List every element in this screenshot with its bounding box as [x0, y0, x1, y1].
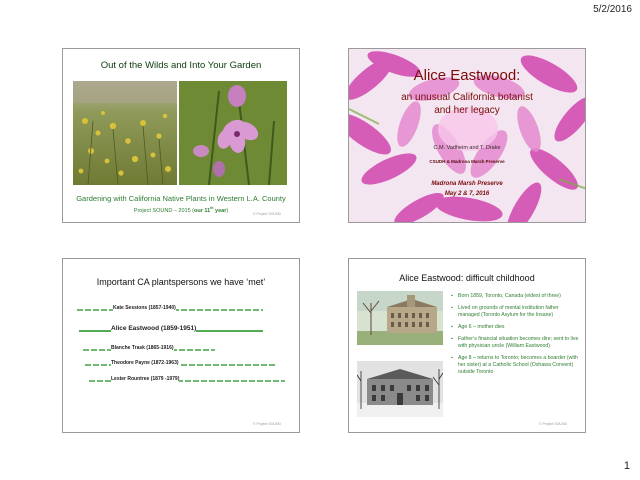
slide-2-subtitle-1: an unusual California botanist: [401, 92, 533, 103]
bullet-item: ▪ Born 1859, Toronto, Canada (eldest of three): [451, 293, 581, 300]
slide-2-authors: C.M. Vadheim and T. Drake: [433, 145, 501, 151]
plantsperson-name: Blanche Trask (1865-1916): [111, 345, 174, 351]
slide-1-subtitle: Gardening with California Native Plants in Western L.A. County: [76, 194, 286, 203]
handout-date: 5/2/2016: [593, 4, 632, 15]
bullet-item: ▪ Lived on grounds of mental institution father managed (Toronto Asylum for the Insane): [451, 305, 581, 319]
timeline-row-eastwood: [63, 325, 300, 337]
timeline-line: [63, 304, 300, 316]
page-number: 1: [623, 460, 630, 472]
plantsperson-name: Alice Eastwood (1859-1951): [111, 325, 197, 332]
bullet-item: ▪ Age 6 – mother dies: [451, 324, 581, 331]
timeline-row-payne: [63, 359, 300, 371]
slide-1-project-line: Project SOUND – 2015 (our 11th year): [133, 206, 229, 214]
timeline-line: [63, 375, 300, 387]
slide-3: [62, 258, 300, 433]
slide-2-dates: May 2 & 7, 2016: [444, 191, 490, 197]
timeline-line: [63, 344, 300, 356]
slide-1-title: Out of the Wilds and Into Your Garden: [100, 60, 262, 71]
plantsperson-name: Theodore Payne (1872-1963): [111, 360, 179, 366]
slide-4: [348, 258, 586, 433]
slide-3-credit: © Project SOUND: [252, 422, 281, 426]
slide-3-title: Important CA plantspersons we have ‘met’: [96, 277, 266, 287]
slide-2-title: Alice Eastwood:: [413, 67, 521, 84]
asylum-building-photo: [357, 291, 443, 345]
pink-flower-photo: [179, 81, 287, 185]
slide-2-subtitle-2: and her legacy: [434, 105, 500, 116]
plantsperson-name: Lester Rountree (1879 -1979): [111, 376, 180, 382]
slide-2-organization: CSUDH & Madrona Marsh Preserve: [429, 159, 505, 164]
slide-4-credit: © Project SOUND: [538, 422, 567, 426]
timeline-line: [63, 359, 300, 371]
plantsperson-name: Kate Sessions (1857-1940): [113, 305, 176, 311]
childhood-bullet-list: [451, 293, 581, 381]
bullet-item: ▪ Age 8 – returns to Toronto; becomes a boarder (with her sister) at a Catholic School (Oshawa Convent) outside Toronto: [451, 355, 581, 376]
timeline-row-rountree: [63, 375, 300, 387]
slide-4-title: Alice Eastwood: difficult childhood: [399, 273, 535, 283]
slide-1: [62, 48, 300, 223]
wildflower-meadow-photo: [73, 81, 177, 185]
slide-2: [348, 48, 586, 223]
slide-1-credit: © Project SOUND: [252, 212, 281, 216]
bullet-item: ▪ Father’s financial situation becomes dire; sent to live with physician uncle (William Eastwood): [451, 336, 581, 350]
timeline-row-sessions: [63, 304, 300, 316]
slide-2-place: Madrona Marsh Preserve: [431, 181, 503, 187]
convent-building-photo: [357, 361, 443, 417]
timeline-row-trask: [63, 344, 300, 356]
